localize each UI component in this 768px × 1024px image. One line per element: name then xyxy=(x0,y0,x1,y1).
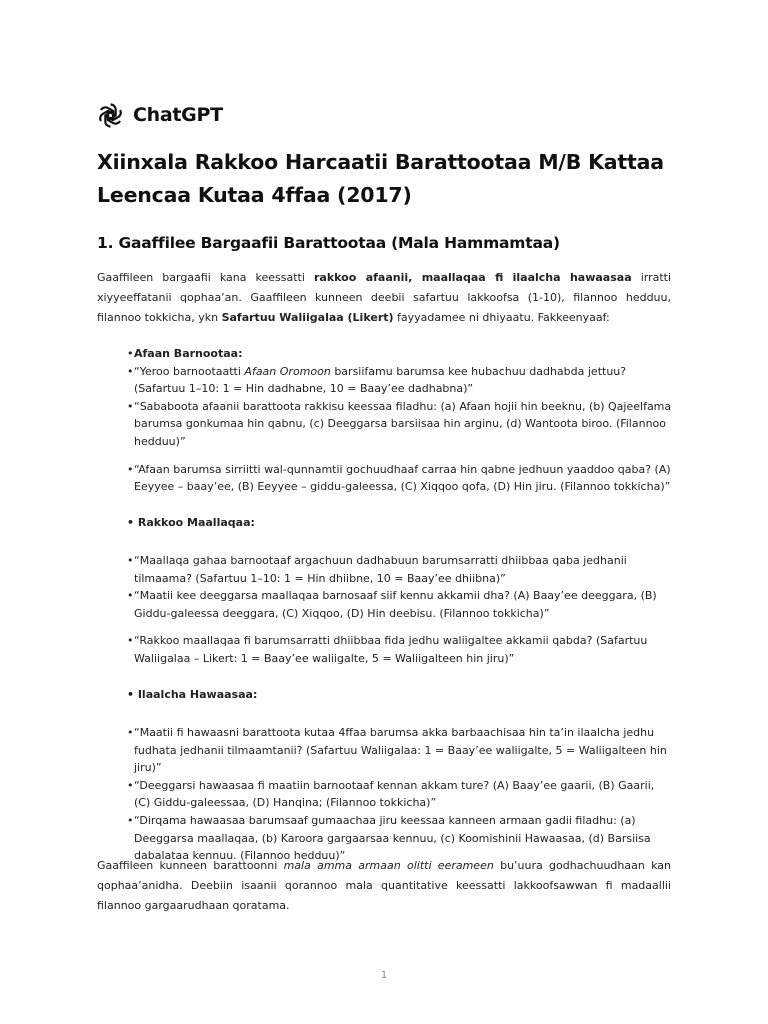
list-item: •“Sababoota afaanii barattoota rakkisu keessaa filadhu: (a) Afaan hojii hin beeknu, (b) Qajeelfama barumsa gonkumaa hin qabnu, (c) Deeggarsa barsiisaa hin arginu, (d) Wantoota biroo. (Filannoo hedduu)” xyxy=(127,399,672,448)
list-item: •“Yeroo barnootaatti Afaan Oromoon barsiifamu barumsa kee hubachuu dadhabda jettuu? (Safartuu 1–10: 1 = Hin dadhabne, 10 = Baay’ee dadhabna)” xyxy=(127,364,627,396)
maallaqaa-list xyxy=(127,552,673,668)
page-title: Xiinxala Rakkoo Harcaatii Barattootaa M/B Kattaa Leencaa Kutaa 4ffaa (2017) xyxy=(97,150,664,207)
list-item: •Afaan Barnootaa: xyxy=(127,347,243,360)
list-item: •“Rakkoo maallaqaa fi barumsarratti dhiibbaa fida jedhu waliigaltee akkamii qabda? (Safartuu Waliigalaa – Likert: 1 = Baay’ee waliigalte, 5 = Waliigalteen hin jiru)” xyxy=(127,634,648,665)
intro-bold-likert: Safartuu Waliigalaa (Likert) xyxy=(221,311,394,324)
afaan-list xyxy=(127,345,673,496)
header xyxy=(97,100,223,130)
page-number: 1 xyxy=(380,970,388,981)
list-item: •“Maatii kee deeggarsa maallaqaa barnosaaf siif kennu akkamii dha? (A) Baay’ee deeggara, (B) Giddu-galeessa deeggara, (C) Xiqqoo, (D) Hin deebisu. (Filannoo tokkicha)” xyxy=(127,589,657,620)
closing-italic: mala amma armaan olitti eerameen xyxy=(283,859,494,872)
list-item: •“Dirqama hawaasaa barumsaaf gumaachaa jiru keessaa kanneen armaan gadii filadhu: (a) Deeggarsa maallaqaa, (b) Karoora gargaarsaa kennuu, (c) Koomishinii Hawaasaa, (d) Barsiisa dabalataa kennuu. (Filannoo hedduu)” xyxy=(127,813,651,863)
list-item: •“Deeggarsi hawaasaa fi maatiin barnootaaf kennan akkam ture? (A) Baay’ee gaarii, (B) Gaarii, (C) Giddu-galeessaa, (D) Hanqina; (Filannoo tokkicha)” xyxy=(127,778,655,810)
closing-paragraph: Gaaffileen kunneen barattoonni mala amma armaan olitti eerameen bu’uura godhachuudhaan kan qophaa’anidha. Deebiin isaanii qorannoo mala quantitative keessatti lakkoofsawwan fi madaallii filannoo gargaarudhaan qoratama. xyxy=(97,859,671,912)
hawaasaa-list xyxy=(127,724,673,865)
logo-text: ChatGPT xyxy=(133,104,223,126)
maallaqaa-heading: • Rakkoo Maallaqaa: xyxy=(127,516,255,529)
list-item: •“Maallaqa gahaa barnootaaf argachuun dadhabuun barumsarratti dhiibbaa qaba jedhanii tilmaama? (Safartuu 1–10: 1 = Hin dhiibne, 10 = Baay’ee dhiibna)” xyxy=(127,554,627,585)
intro-bold-topics: rakkoo afaanii, maallaqaa fi ilaalcha hawaasaa xyxy=(314,271,632,284)
hawaasaa-heading: • Ilaalcha Hawaasaa: xyxy=(127,688,258,701)
openai-logo-icon xyxy=(97,102,124,129)
afaan-heading: Afaan Barnootaa: xyxy=(134,347,243,360)
list-item: •“Afaan barumsa sirriitti wal-qunnamtii gochuudhaaf carraa hin qabne jedhuun yaaddoo qaba? (A) Eeyyee – baay’ee, (B) Eeyyee – giddu-galeessa, (C) Xiqqoo qofa, (D) Hin jiru. (Filannoo tokkicha)” xyxy=(127,462,671,494)
list-item: •“Maatii fi hawaasni barattoota kutaa 4ffaa barumsa akka barbaachisaa hin ta’in ilaalcha jedhu fudhata jedhanii tilmaamtanii? (Safartuu Waliigalaa: 1 = Baay’ee waliigalte, 5 = Waliigalteen hin jiru)” xyxy=(127,726,667,775)
section-heading: 1. Gaaffilee Bargaafii Barattootaa (Mala Hammamtaa) xyxy=(97,234,560,252)
intro-paragraph: Gaaffileen bargaafii kana keessatti rakkoo afaanii, maallaqaa fi ilaalcha hawaasaa irratti xiyyeeffatanii qophaa’an. Gaaffileen kunneen deebii safartuu lakkoofsa (1-10), filannoo hedduu, filannoo tokkicha, ykn Safartuu Waliigalaa (Likert) fayyadamee ni dhiyaatu. Fakkeenyaaf: xyxy=(97,271,672,324)
